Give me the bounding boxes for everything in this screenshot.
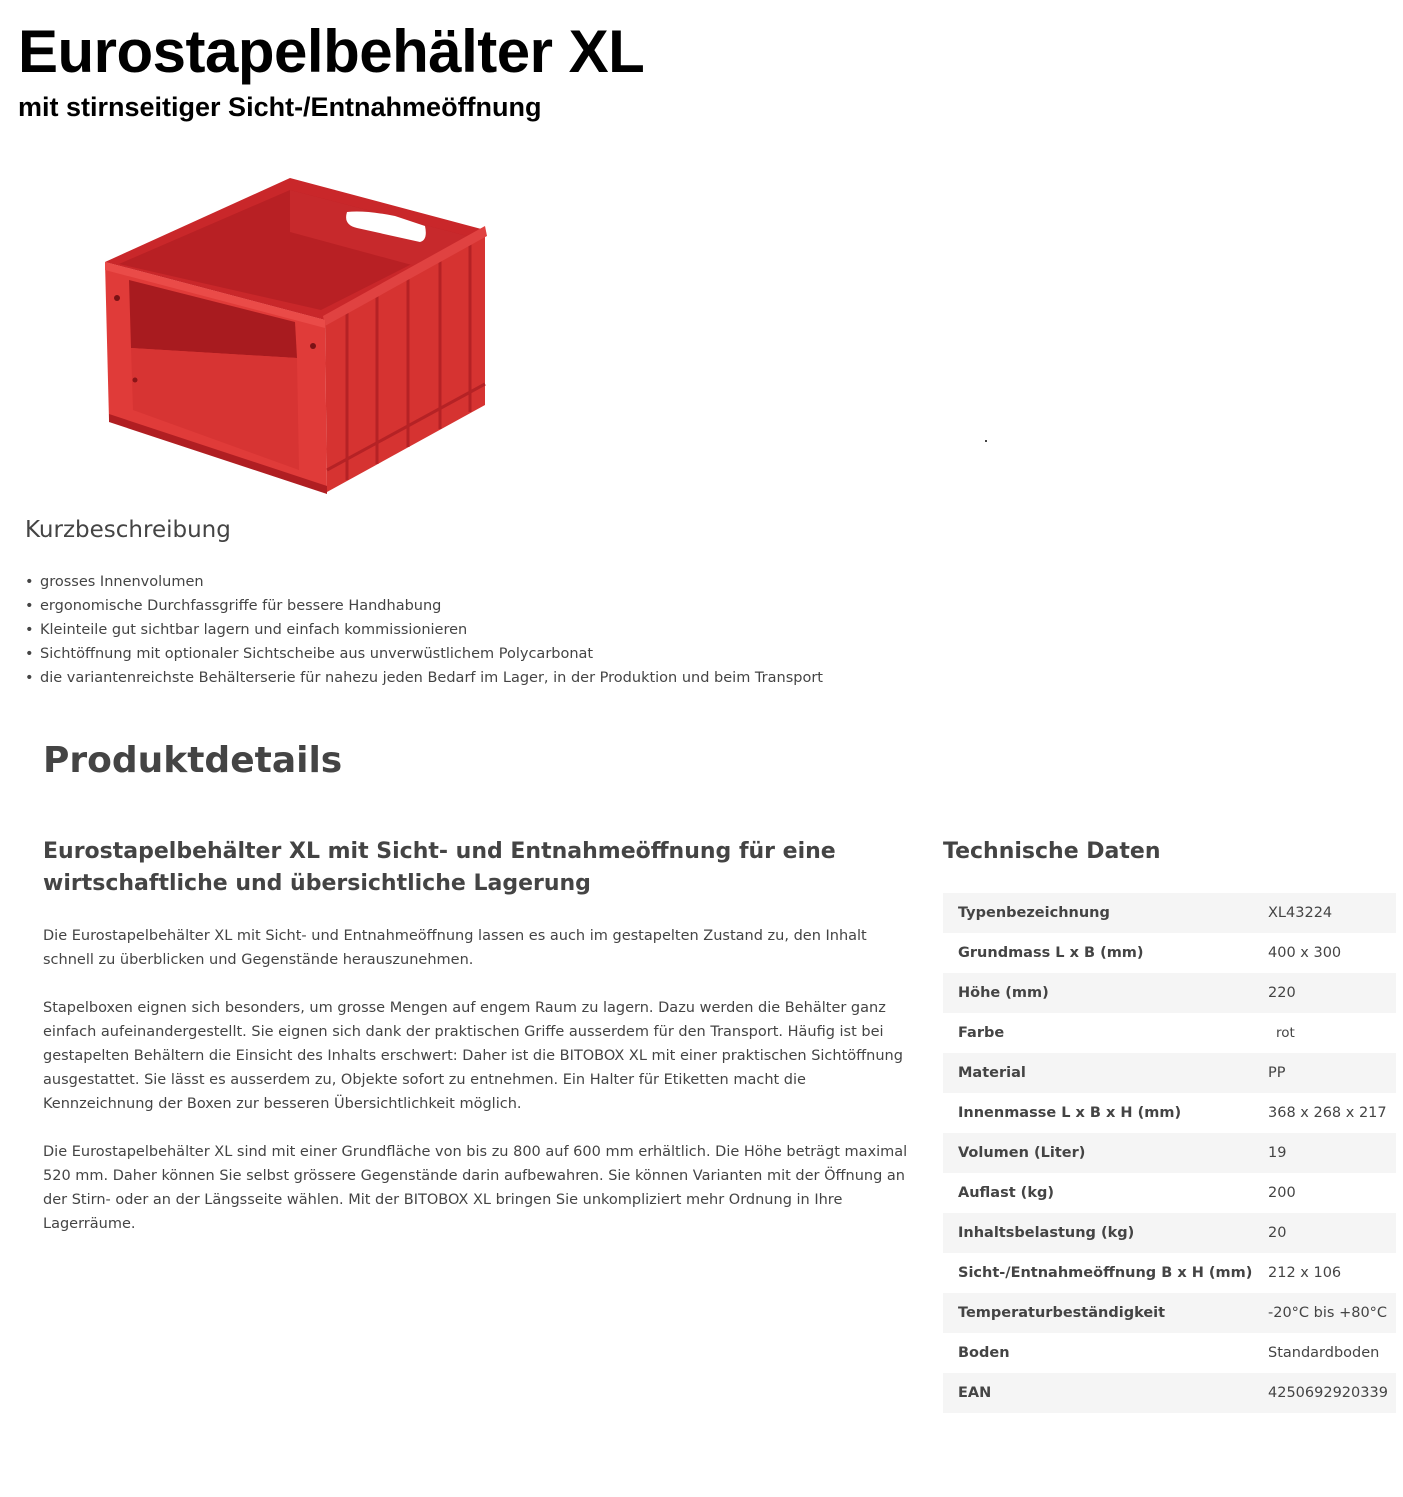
list-item: • grosses Innenvolumen (25, 574, 204, 590)
tech-label: Sicht-/Entnahmeöffnung B x H (mm) (958, 1265, 1253, 1281)
tech-value: 19 (1268, 1133, 1396, 1173)
tech-value: PP (1268, 1053, 1396, 1093)
tech-label: Boden (958, 1345, 1010, 1361)
stray-dot (985, 440, 987, 442)
list-item: • Kleinteile gut sichtbar lagern und einfach kommissionieren (25, 622, 468, 638)
page-subtitle: mit stirnseitiger Sicht-/Entnahmeöffnung (18, 92, 542, 122)
table-row (943, 1333, 1396, 1373)
table-row (943, 1053, 1396, 1093)
table-row (943, 893, 1396, 933)
product-image (95, 170, 495, 500)
tech-data-table (943, 893, 1396, 1413)
tech-label: Höhe (mm) (943, 973, 1268, 1013)
description-paragraph: Stapelboxen eignen sich besonders, um grosse Mengen auf engem Raum zu lagern. Dazu werden die Behälter ganz einfach aufeinandergestellt. Sie eignen sich dank der praktischen Griffe ausserdem für den Transport. Häufig ist bei gestapelten Behältern die Einsicht des Inhalts erschwert: Daher ist die BITOBOX XL mit einer praktischen Sichtöffnung ausgestattet. Sie lässt es ausserdem zu, Objekte sofort zu entnehmen. Ein Halter für Etiketten macht die Kennzeichnung der Boxen zur besseren Übersichtlichkeit möglich. (43, 1000, 903, 1112)
list-item: • die variantenreichste Behälterserie für nahezu jeden Bedarf im Lager, in der Produktion und beim Transport (25, 670, 823, 686)
table-row (943, 1173, 1396, 1213)
tech-label: Innenmasse L x B x H (mm) (958, 1105, 1182, 1121)
page-title: Eurostapelbehälter XL (18, 18, 645, 85)
tech-value: 400 x 300 (1268, 945, 1342, 961)
tech-label: Typenbezeichnung (943, 893, 1268, 933)
tech-label: Volumen (Liter) (943, 1133, 1268, 1173)
table-row (943, 973, 1396, 1013)
tech-label: Material (943, 1053, 1268, 1093)
tech-value: 368 x 268 x 217 (1268, 1105, 1387, 1121)
tech-label: EAN (943, 1373, 1268, 1413)
tech-value: 20 (1268, 1213, 1396, 1253)
tech-label: Inhaltsbelastung (kg) (943, 1213, 1268, 1253)
description-paragraph: Die Eurostapelbehälter XL sind mit einer Grundfläche von bis zu 800 auf 600 mm erhältlich. Die Höhe beträgt maximal 520 mm. Daher können Sie selbst grössere Gegenstände darin aufbewahren. Sie können Varianten mit der Öffnung an der Stirn- oder an der Längsseite wählen. Mit der BITOBOX XL bringen Sie unkompliziert mehr Ordnung in Ihre Lagerräume. (43, 1144, 908, 1232)
table-row (943, 933, 1396, 973)
tech-value: 212 x 106 (1268, 1265, 1342, 1281)
table-row (943, 1213, 1396, 1253)
tech-value: 200 (1268, 1185, 1296, 1201)
description-paragraph: Die Eurostapelbehälter XL mit Sicht- und Entnahmeöffnung lassen es auch im gestapelten Zustand zu, den Inhalt schnell zu überblicken und Gegenstände herauszunehmen. (43, 928, 867, 968)
tech-value: rot (1276, 1025, 1295, 1041)
tech-label: Grundmass L x B (mm) (958, 945, 1144, 961)
tech-label: Auflast (kg) (958, 1185, 1054, 1201)
tech-value: 4250692920339 (1268, 1373, 1396, 1413)
description-heading: Eurostapelbehälter XL mit Sicht- und Entnahmeöffnung für eine wirtschaftliche und übersichtliche Lagerung (43, 839, 836, 896)
table-row (943, 1293, 1396, 1333)
list-item: • ergonomische Durchfassgriffe für bessere Handhabung (25, 598, 442, 614)
tech-value: 220 (1268, 973, 1396, 1013)
list-item: • Sichtöffnung mit optionaler Sichtscheibe aus unverwüstlichem Polycarbonat (25, 646, 594, 662)
product-details-heading: Produktdetails (43, 740, 343, 781)
short-description-heading: Kurzbeschreibung (25, 517, 231, 543)
table-row (943, 1093, 1396, 1133)
tech-data-heading: Technische Daten (943, 839, 1161, 864)
table-row (943, 1133, 1396, 1173)
tech-value: -20°C bis +80°C (1268, 1293, 1396, 1333)
table-row (943, 1013, 1396, 1053)
short-description-list (25, 570, 823, 690)
table-row (943, 1253, 1396, 1293)
tech-label: Farbe (958, 1025, 1005, 1041)
tech-value: XL43224 (1268, 893, 1396, 933)
tech-value: Standardboden (1268, 1345, 1380, 1361)
tech-label: Temperaturbeständigkeit (943, 1293, 1268, 1333)
table-row (943, 1373, 1396, 1413)
